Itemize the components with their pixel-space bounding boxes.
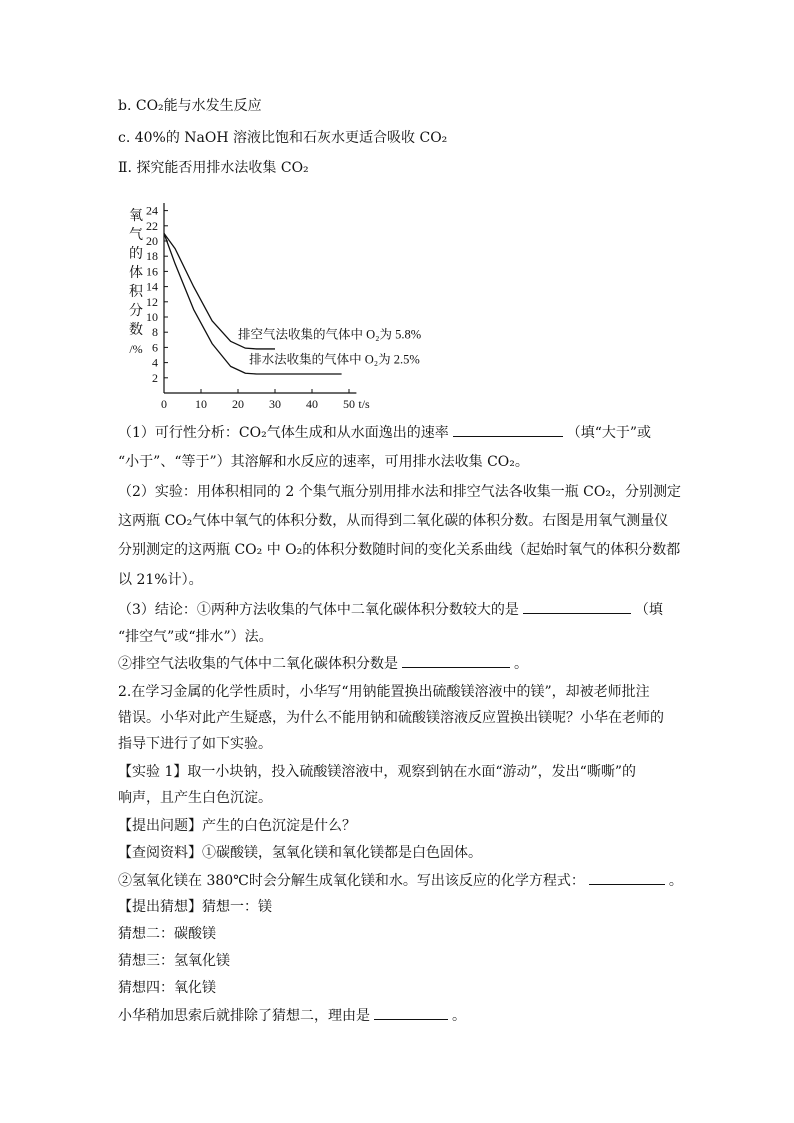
y-tick-label: 18 (146, 249, 158, 264)
x-tick-label: 10 (195, 397, 207, 411)
last-end: 。 (452, 1008, 466, 1024)
y-tick-label: 20 (146, 234, 158, 248)
y-axis-label-char: 氧 (129, 209, 143, 224)
q2-line1: （2）实验：用体积相同的 2 个集气瓶分别用排水法和排空气法各收集一瓶 CO₂，分别测定 (118, 484, 681, 500)
y-axis-label-char: 体 (129, 266, 143, 281)
p2-line1: 2.在学习金属的化学性质时，小华写“用钠能置换出硫酸镁溶液中的镁”，却被老师批注 (118, 684, 650, 700)
y-tick-label: 6 (152, 340, 158, 355)
q1-text-b: （填“大于”或 (566, 425, 652, 441)
line-b: b. CO₂能与水发生反应 (118, 98, 262, 114)
y-tick-label: 2 (152, 370, 158, 385)
last-line (118, 1005, 466, 1026)
x-tick-label: 50 (343, 397, 355, 411)
x-tick-label: 30 (269, 397, 281, 411)
x-tick-label: 40 (306, 397, 318, 411)
y-axis-label-char: 积 (129, 285, 143, 300)
q1-line2: “小于”、“等于”）其溶解和水反应的速率，可用排水法收集 CO₂。 (118, 454, 529, 470)
q1-answer-blank[interactable] (453, 422, 563, 437)
q3-text-b: （填 (634, 602, 663, 618)
q3-text-d: ②排空气法收集的气体中二氧化碳体积分数是 (118, 656, 398, 672)
y-tick-label: 4 (152, 355, 158, 370)
p2-line3: 指导下进行了如下实验。 (118, 736, 272, 752)
exp1-line1: 【实验 1】取一小块钠，投入硫酸镁溶液中，观察到钠在水面“游动”，发出“嘶嘶”的 (118, 764, 636, 780)
y-tick-label: 24 (146, 203, 158, 218)
guess-4: 猜想四：氧化镁 (118, 980, 216, 996)
question-line: 【提出问题】产生的白色沉淀是什么？ (118, 818, 356, 834)
q2-line3: 分别测定的这两瓶 CO₂ 中 O₂的体积分数随时间的变化关系曲线（起始时氧气的体积分数都 (118, 542, 681, 558)
y-tick-label: 16 (146, 264, 158, 279)
y-tick-label: 22 (146, 218, 158, 233)
x-tick-label: 0 (161, 397, 167, 411)
y-tick-label: 14 (146, 279, 158, 294)
q2-line2: 这两瓶 CO₂气体中氧气的体积分数，从而得到二氧化碳的体积分数。右图是用氧气测量仪 (118, 513, 669, 529)
y-tick-label: 12 (146, 294, 158, 309)
y-tick-label: 8 (152, 325, 158, 340)
guess-1: 【提出猜想】猜想一：镁 (118, 899, 272, 915)
y-tick-label: 10 (146, 310, 158, 324)
q3-text-e: 。 (514, 656, 528, 672)
last-text: 小华稍加思索后就排除了猜想二，理由是 (118, 1008, 370, 1024)
q3-line2: “排空气”或“排水”）法。 (118, 629, 273, 645)
reference-end: 。 (668, 873, 683, 889)
series-label-0: 排空气法收集的气体中 O₂为 5.8% (238, 327, 422, 342)
x-axis-label: t/s (358, 397, 370, 411)
q3-answer-blank-1[interactable] (523, 599, 631, 614)
guess-2: 猜想二：碳酸镁 (118, 926, 216, 942)
reference-text: ②氢氧化镁在 380℃时会分解生成氧化镁和水。写出该反应的化学方程式： (118, 873, 585, 889)
reference-line1: 【查阅资料】①碳酸镁，氢氧化镁和氧化镁都是白色固体。 (118, 845, 482, 861)
y-axis-label-char: 气 (129, 228, 143, 243)
y-axis-label-char: 数 (129, 323, 143, 338)
x-tick-label: 20 (232, 397, 244, 411)
exp1-line2: 响声，且产生白色沉淀。 (118, 790, 272, 806)
line-c: c. 40%的 NaOH 溶液比饱和石灰水更适合吸收 CO₂ (118, 130, 448, 146)
q3-line3 (118, 653, 528, 674)
y-axis-label-unit: /% (129, 342, 143, 356)
q1-line1 (118, 422, 651, 443)
guess-3: 猜想三：氢氧化镁 (118, 953, 230, 969)
oxygen-fraction-chart (120, 196, 450, 411)
equation-answer-blank[interactable] (589, 870, 665, 885)
q1-text-a: （1）可行性分析：CO₂气体生成和从水面逸出的速率 (118, 425, 449, 441)
q3-text-a: （3）结论：①两种方法收集的气体中二氧化碳体积分数较大的是 (118, 602, 519, 618)
reason-answer-blank[interactable] (374, 1005, 448, 1020)
q3-line1 (118, 599, 663, 620)
series-label-1: 排水法收集的气体中 O₂为 2.5% (249, 352, 420, 367)
q3-answer-blank-2[interactable] (402, 653, 510, 668)
section-ii-title: Ⅱ. 探究能否用排水法收集 CO₂ (118, 160, 309, 176)
reference-line2 (118, 870, 683, 891)
y-axis-label-char: 的 (129, 247, 143, 262)
y-axis-label-char: 分 (129, 304, 143, 319)
p2-line2: 错误。小华对此产生疑惑，为什么不能用钠和硫酸镁溶液反应置换出镁呢？小华在老师的 (118, 710, 664, 726)
q2-line4: 以 21%计）。 (118, 572, 203, 588)
